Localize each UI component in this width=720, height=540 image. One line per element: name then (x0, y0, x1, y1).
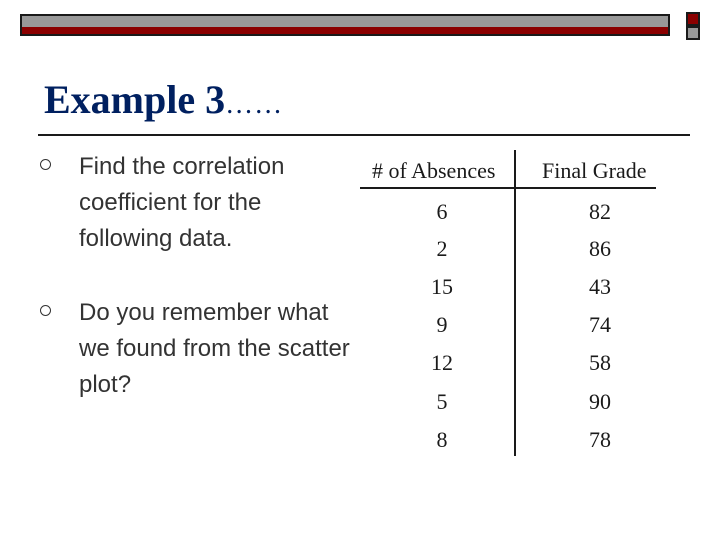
table-cell-final-grade: 43 (589, 274, 611, 299)
table-header-final-grade: Final Grade (542, 158, 647, 183)
red-strip (22, 27, 668, 34)
table-cell-absences: 9 (436, 312, 448, 337)
title-divider (38, 134, 690, 136)
top-decoration-bar (20, 14, 670, 36)
header-rule (360, 187, 656, 189)
data-table (360, 150, 680, 460)
corner-box-red (686, 12, 700, 26)
title-ellipsis: …… (225, 89, 284, 120)
table-cell-absences: 2 (436, 236, 448, 261)
table-cell-absences: 6 (436, 199, 448, 224)
table-cell-final-grade: 74 (589, 312, 611, 337)
table-cell-final-grade: 86 (589, 236, 611, 261)
table-cell-final-grade: 58 (589, 350, 611, 375)
hollow-circle-bullet-icon (40, 159, 51, 170)
title-main: Example 3 (44, 77, 226, 122)
table-cell-final-grade: 90 (589, 389, 611, 414)
slide-title (44, 76, 283, 123)
table-header-absences: # of Absences (372, 158, 496, 183)
table-cell-absences: 8 (436, 427, 448, 452)
table-cell-absences: 5 (436, 389, 448, 414)
hollow-circle-bullet-icon (40, 305, 51, 316)
bullet-text: Find the correlation coefficient for the following data. (79, 153, 285, 252)
table-cell-absences: 12 (431, 350, 453, 375)
table-cell-absences: 15 (431, 274, 453, 299)
table-cell-final-grade: 82 (589, 199, 611, 224)
table-cell-final-grade: 78 (589, 427, 611, 452)
bullet-text: Do you remember what we found from the scatter plot? (79, 299, 350, 398)
column-divider (514, 150, 516, 456)
corner-box-gray (686, 26, 700, 40)
